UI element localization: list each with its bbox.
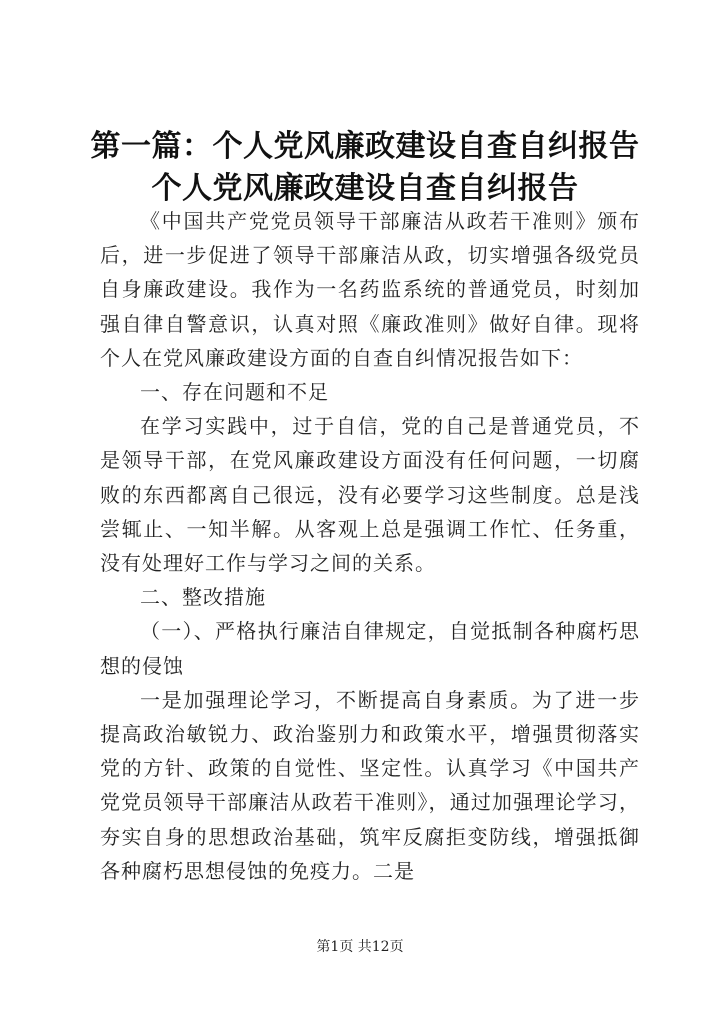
paragraph-study: 一是加强理论学习，不断提高自身素质。为了进一步提高政治敏锐力、政治鉴别力和政策水平，增强贯彻落实党的方针、政策的自觉性、坚定性。认真学习《中国共产党党员领导干部廉洁从政若干准则》，通过加强理论学习，夯实自身的思想政治基础，筑牢反腐拒变防线，增强抵御各种腐朽思想侵蚀的免疫力。二是 [100,687,640,883]
paragraph-intro: 《中国共产党党员领导干部廉洁从政若干准则》颁布后，进一步促进了领导干部廉洁从政，切实增强各级党员自身廉政建设。我作为一名药监系统的普通党员，时刻加强自律自警意识，认真对照《廉政准则》做好自律。现将个人在党风廉政建设方面的自查自纠情况报告如下： [100,209,640,370]
section-heading-problems: 一、存在问题和不足 [140,380,329,405]
document-body [100,204,640,888]
page-footer [0,936,720,956]
document-title: 第一篇：个人党风廉政建设自查自纠报告个人党风廉政建设自查自纠报告 [90,129,640,206]
section-heading-measures: 二、整改措施 [140,585,266,610]
subsection-heading-discipline: （一）、严格执行廉洁自律规定，自觉抵制各种腐朽思想的侵蚀 [100,619,640,678]
paragraph-problems: 在学习实践中，过于自信，党的自己是普通党员，不是领导干部，在党风廉政建设方面没有任何问题，一切腐败的东西都离自己很远，没有必要学习这些制度。总是浅尝辄止、一知半解。从客观上总是强调工作忙、任务重，没有处理好工作与学习之间的关系。 [100,414,640,576]
page-number: 第1页 共12页 [316,939,404,955]
